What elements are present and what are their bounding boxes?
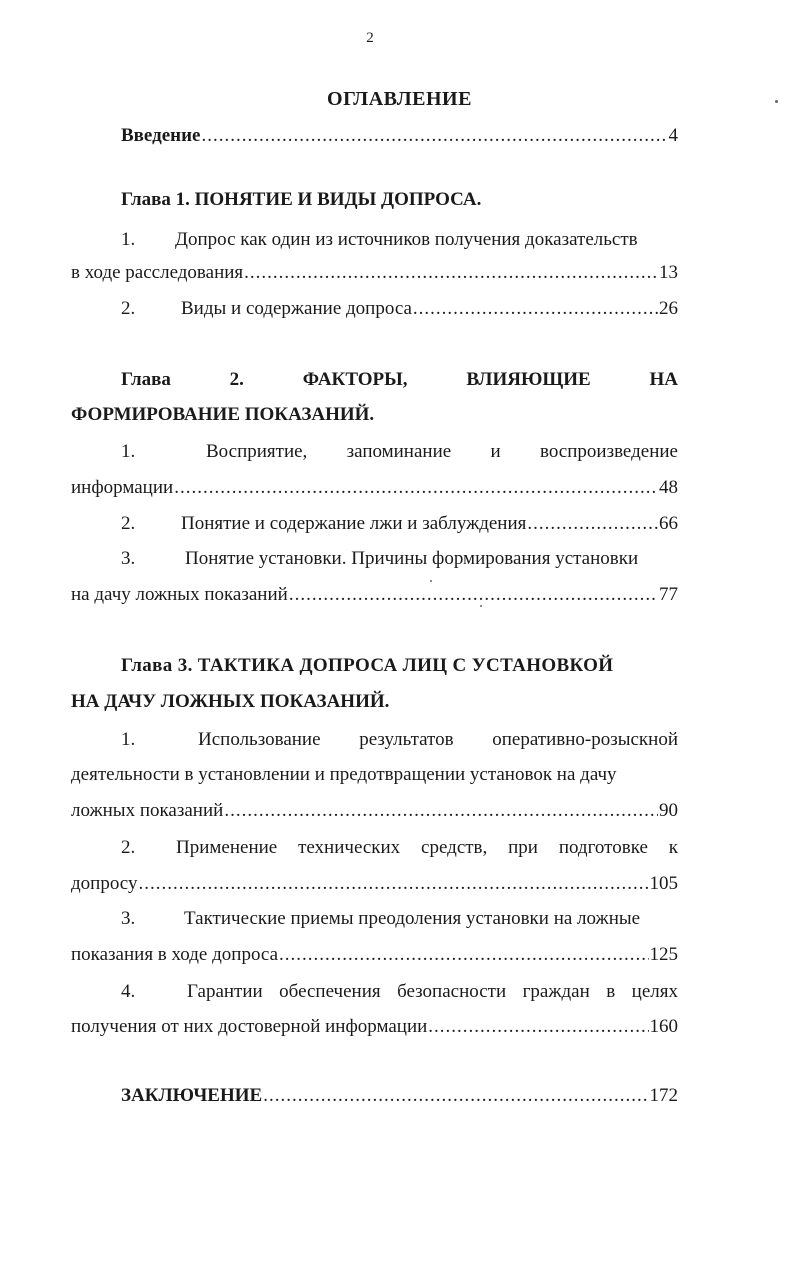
toc-entry-ch2-item2[interactable] xyxy=(181,512,678,536)
ch3-item1-text-cont: ложных показаний xyxy=(71,800,224,821)
ch1-item2-number: 2. xyxy=(121,298,136,319)
ch2-item3-page: 77 xyxy=(659,584,678,605)
word: оперативно-розыскной xyxy=(492,729,678,750)
ch3-item3-page: 125 xyxy=(649,944,678,965)
chapter3-heading-cont[interactable]: НА ДАЧУ ЛОЖНЫХ ПОКАЗАНИЙ. xyxy=(71,691,390,712)
scan-speck xyxy=(430,580,432,582)
heading-word: 2. xyxy=(229,369,244,390)
ch2-item1-number: 1. xyxy=(121,441,136,462)
word: обеспечения xyxy=(279,981,381,1002)
dot-leader xyxy=(279,943,648,967)
ch3-item2-text-cont: допросу xyxy=(71,873,138,894)
word: целях xyxy=(631,981,678,1002)
dot-leader xyxy=(244,261,658,285)
ch1-item1-text[interactable]: Допрос как один из источников получения доказательств xyxy=(175,229,638,250)
intro-label: Введение xyxy=(121,125,201,146)
ch3-item2-text[interactable] xyxy=(176,836,678,860)
heading-word: Глава xyxy=(121,369,171,390)
chapter2-heading-cont[interactable]: ФОРМИРОВАНИЕ ПОКАЗАНИЙ. xyxy=(71,404,375,425)
ch3-item4-text-cont: получения от них достоверной информации xyxy=(71,1016,428,1037)
dot-leader xyxy=(289,583,658,607)
conclusion-page: 172 xyxy=(649,1085,678,1106)
scan-speck xyxy=(480,605,482,607)
ch2-item1-text-cont: информации xyxy=(71,477,174,498)
toc-entry-ch3-item3[interactable] xyxy=(71,943,678,967)
word: технических xyxy=(298,837,401,858)
word: воспроизведение xyxy=(539,441,678,462)
toc-entry-ch2-item1[interactable] xyxy=(71,476,678,500)
ch3-item3-number: 3. xyxy=(121,908,136,929)
toc-entry-ch2-item3[interactable] xyxy=(71,583,678,607)
heading-word: ВЛИЯЮЩИЕ xyxy=(466,369,591,390)
ch2-item2-text: Понятие и содержание лжи и заблуждения xyxy=(181,513,527,534)
word: Восприятие, xyxy=(206,441,308,462)
chapter3-heading[interactable]: Глава 3. ТАКТИКА ДОПРОСА ЛИЦ С УСТАНОВКОЙ xyxy=(121,655,614,676)
toc-entry-intro[interactable] xyxy=(121,124,678,148)
word: запоминание xyxy=(346,441,452,462)
ch3-item2-number: 2. xyxy=(121,837,136,858)
heading-word: ФАКТОРЫ, xyxy=(302,369,408,390)
word: к xyxy=(668,837,678,858)
conclusion-label: ЗАКЛЮЧЕНИЕ xyxy=(121,1085,263,1106)
toc-title: ОГЛАВЛЕНИЕ xyxy=(327,88,472,110)
toc-entry-ch3-item2[interactable] xyxy=(71,872,678,896)
ch3-item1-text-line2[interactable]: деятельности в установлении и предотвращении установок на дачу xyxy=(71,764,617,785)
dot-leader xyxy=(224,799,658,823)
ch3-item1-number: 1. xyxy=(121,729,136,750)
intro-page: 4 xyxy=(668,125,678,146)
word: подготовке xyxy=(558,837,648,858)
word: и xyxy=(490,441,501,462)
toc-entry-conclusion[interactable] xyxy=(121,1084,678,1108)
word: Гарантии xyxy=(187,981,263,1002)
ch2-item3-number: 3. xyxy=(121,548,136,569)
dot-leader xyxy=(428,1015,648,1039)
word: средств, xyxy=(421,837,488,858)
chapter2-heading[interactable] xyxy=(121,368,678,392)
dot-leader xyxy=(202,124,668,148)
page-number: 2 xyxy=(366,30,374,46)
ch2-item3-text[interactable]: Понятие установки. Причины формирования установки xyxy=(185,548,639,569)
word: в xyxy=(606,981,616,1002)
dot-leader xyxy=(139,872,649,896)
word: граждан xyxy=(522,981,590,1002)
ch1-item1-text-cont: в ходе расследования xyxy=(71,262,244,283)
dot-leader xyxy=(527,512,658,536)
ch3-item2-page: 105 xyxy=(649,873,678,894)
word: при xyxy=(508,837,538,858)
word: Применение xyxy=(176,837,278,858)
ch3-item4-page: 160 xyxy=(649,1016,678,1037)
toc-entry-ch3-item4[interactable] xyxy=(71,1015,678,1039)
ch2-item2-number: 2. xyxy=(121,513,136,534)
ch1-item1-number: 1. xyxy=(121,229,136,250)
toc-entry-ch3-item1[interactable] xyxy=(71,799,678,823)
ch3-item1-text[interactable] xyxy=(198,728,678,752)
ch1-item2-text: Виды и содержание допроса xyxy=(181,298,412,319)
word: Использование xyxy=(198,729,321,750)
ch2-item3-text-cont: на дачу ложных показаний xyxy=(71,584,288,605)
ch1-item2-page: 26 xyxy=(659,298,678,319)
scan-speck xyxy=(775,100,778,103)
toc-entry-ch1-item2[interactable] xyxy=(181,297,678,321)
dot-leader xyxy=(413,297,658,321)
ch2-item1-text[interactable] xyxy=(206,440,678,464)
ch3-item4-number: 4. xyxy=(121,981,136,1002)
ch3-item3-text-cont: показания в ходе допроса xyxy=(71,944,279,965)
heading-word: НА xyxy=(649,369,678,390)
dot-leader xyxy=(174,476,658,500)
ch3-item3-text[interactable]: Тактические приемы преодоления установки на ложные xyxy=(184,908,641,929)
chapter1-heading[interactable]: Глава 1. ПОНЯТИЕ И ВИДЫ ДОПРОСА. xyxy=(121,189,482,210)
ch2-item2-page: 66 xyxy=(659,513,678,534)
toc-entry-ch1-item1[interactable] xyxy=(71,261,678,285)
ch3-item1-page: 90 xyxy=(659,800,678,821)
ch1-item1-page: 13 xyxy=(659,262,678,283)
ch3-item4-text[interactable] xyxy=(187,980,678,1004)
dot-leader xyxy=(263,1084,648,1108)
word: безопасности xyxy=(397,981,507,1002)
ch2-item1-page: 48 xyxy=(659,477,678,498)
word: результатов xyxy=(359,729,454,750)
